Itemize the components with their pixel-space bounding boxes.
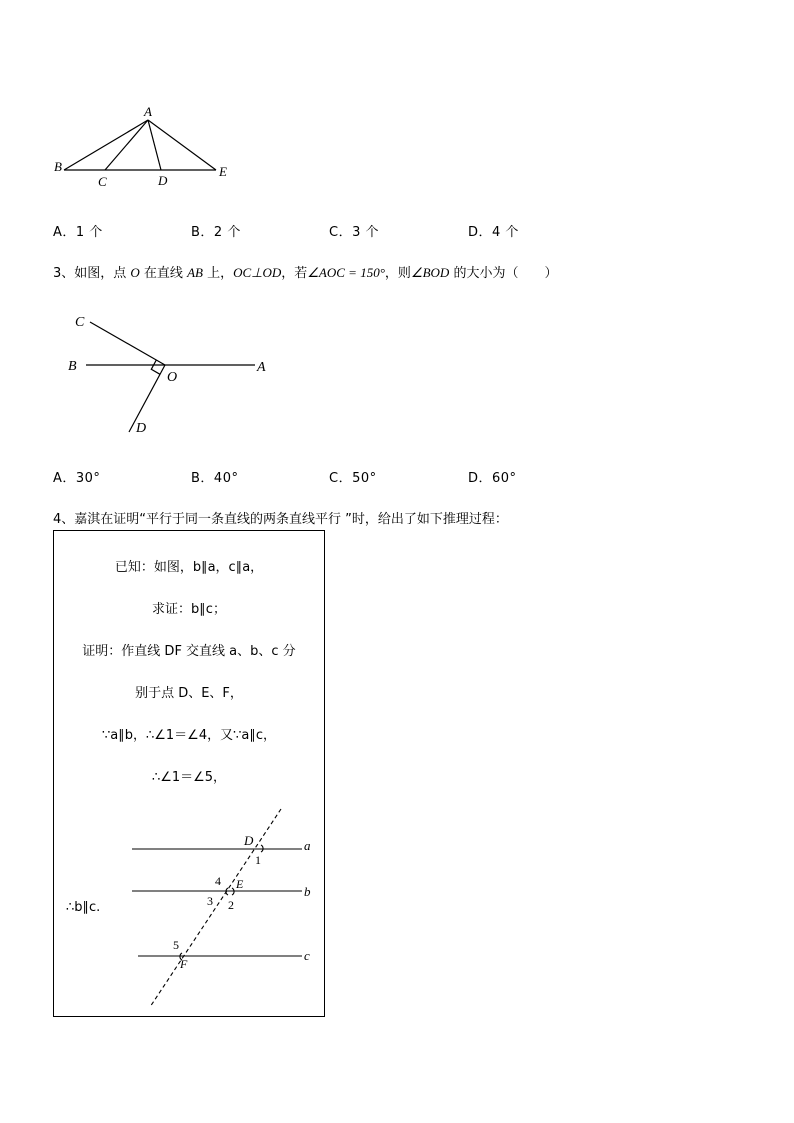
q3-stem-text-5: ，则 xyxy=(384,266,411,281)
ray-oc xyxy=(90,322,165,365)
label-line-c: c xyxy=(304,948,310,963)
proof-construction: 证明：作直线 DF 交直线 a、b、c 分 xyxy=(82,644,296,659)
q3-option-a: A．30° xyxy=(53,471,101,486)
ray-od xyxy=(129,365,165,432)
q3-stem-text-4: ，若 xyxy=(281,266,308,281)
q4-stem: 4、嘉淇在证明“平行于同一条直线的两条直线平行 ”时，给出了如下推理过程： xyxy=(53,512,508,527)
label-angle-4: 4 xyxy=(215,874,221,888)
label-b: B xyxy=(54,159,62,174)
label-c: C xyxy=(75,315,85,330)
q3-condition-angle: ∠AOC = 150° xyxy=(307,265,385,280)
transversal-df xyxy=(150,809,281,1007)
label-angle-5: 5 xyxy=(173,938,179,952)
angle-figure xyxy=(60,305,280,440)
q3-option-c: C．50° xyxy=(329,471,377,486)
q3-stem-text-2: 在直线 xyxy=(139,266,188,281)
q3-asked-angle: ∠BOD xyxy=(410,265,450,280)
proof-conclusion: ∴b∥c. xyxy=(66,900,101,915)
proof-step-1: ∵a∥b，∴∠1＝∠4，又∵a∥c， xyxy=(102,728,276,743)
label-angle-2: 2 xyxy=(228,898,234,912)
q3-option-d: D．60° xyxy=(468,471,517,486)
q2-option-a: A．1 个 xyxy=(53,225,103,240)
label-b: B xyxy=(68,359,77,374)
label-angle-1: 1 xyxy=(255,853,261,867)
segment-ae xyxy=(148,120,216,170)
q2-option-b: B．2 个 xyxy=(191,225,241,240)
label-e: E xyxy=(219,164,227,179)
proof-to-prove: 求证：b∥c； xyxy=(152,602,226,617)
proof-given: 已知：如图，b∥a，c∥a， xyxy=(114,560,264,575)
label-f: F xyxy=(180,957,188,971)
label-line-a: a xyxy=(304,838,311,853)
q3-stem xyxy=(53,262,557,281)
triangle-figure xyxy=(50,100,240,192)
q3-stem-text-3: 上， xyxy=(202,266,234,281)
parallel-lines-figure xyxy=(54,531,324,1016)
q3-condition-perp: OC⊥OD xyxy=(233,265,282,280)
label-d: D xyxy=(136,421,147,436)
segment-ab xyxy=(64,120,148,170)
label-e: E xyxy=(236,877,244,891)
q2-option-c: C．3 个 xyxy=(329,225,379,240)
proof-step-2: ∴∠1＝∠5， xyxy=(151,770,227,785)
label-angle-3: 3 xyxy=(207,894,213,908)
right-angle-mark xyxy=(151,360,160,374)
segment-ac xyxy=(105,120,148,170)
label-line-b: b xyxy=(304,884,311,899)
q3-point-o: O xyxy=(130,265,140,280)
label-c: C xyxy=(98,174,107,189)
label-a: A xyxy=(144,104,152,119)
q2-option-d: D．4 个 xyxy=(468,225,519,240)
label-a: A xyxy=(257,360,266,375)
proof-points: 别于点 D、E、F， xyxy=(135,686,243,701)
label-o: O xyxy=(167,370,178,385)
q3-stem-text-1: 3、如图，点 xyxy=(53,266,131,281)
q3-option-b: B．40° xyxy=(191,471,239,486)
q3-line-ab: AB xyxy=(187,265,203,280)
proof-box xyxy=(53,530,325,1017)
label-d: D xyxy=(158,173,168,188)
label-d: D xyxy=(244,833,254,848)
q3-stem-text-6: 的大小为（ ） xyxy=(449,266,558,281)
